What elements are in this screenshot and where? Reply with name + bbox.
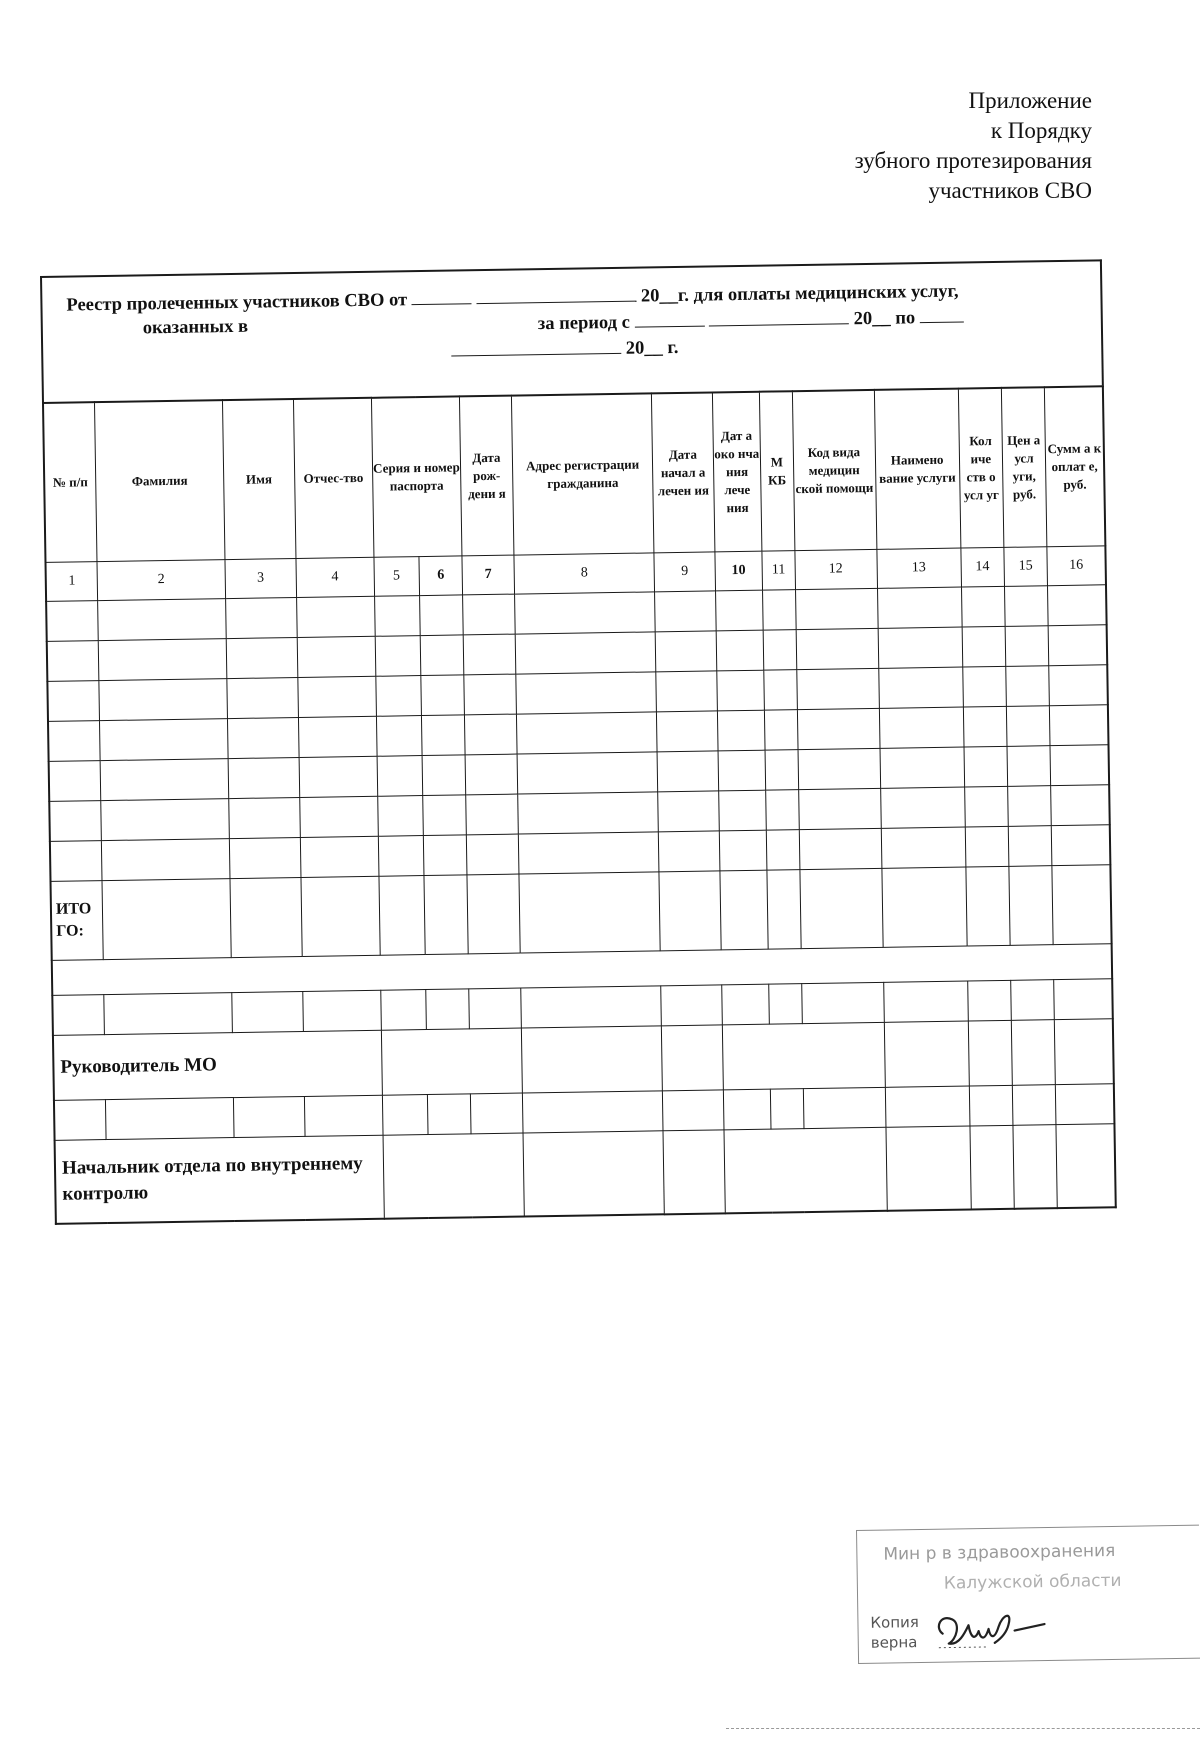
year-suffix-2: 20__ bbox=[853, 308, 891, 330]
table-cell[interactable] bbox=[880, 747, 965, 788]
table-cell[interactable] bbox=[378, 836, 424, 877]
col-number: 4 bbox=[296, 557, 374, 597]
stamp-region-text: Калужской области bbox=[943, 1570, 1122, 1594]
col-number: 6 bbox=[419, 556, 463, 596]
table-cell[interactable] bbox=[1052, 865, 1112, 945]
table-cell[interactable] bbox=[716, 670, 764, 711]
table-cell[interactable] bbox=[225, 598, 297, 639]
col-header-price: Цен а усл уги, руб. bbox=[1001, 387, 1047, 547]
table-cell[interactable] bbox=[466, 834, 518, 875]
table-cell[interactable] bbox=[228, 757, 300, 798]
table-cell[interactable] bbox=[881, 867, 966, 947]
table-cell[interactable] bbox=[962, 666, 1006, 707]
table-cell[interactable] bbox=[376, 716, 422, 757]
table-cell[interactable] bbox=[516, 672, 657, 714]
table-cell[interactable] bbox=[798, 788, 881, 829]
table-cell[interactable] bbox=[469, 988, 521, 1029]
table-cell[interactable] bbox=[797, 708, 880, 749]
table-cell[interactable] bbox=[765, 750, 798, 791]
table-cell[interactable] bbox=[655, 631, 716, 672]
table-cell[interactable] bbox=[424, 875, 468, 955]
col-header-patronymic: Отчес-тво bbox=[293, 398, 373, 559]
table-cell[interactable] bbox=[717, 710, 765, 751]
table-cell[interactable] bbox=[962, 626, 1006, 667]
table-cell[interactable] bbox=[655, 591, 716, 632]
table-cell[interactable] bbox=[471, 1093, 523, 1134]
col-number: 9 bbox=[654, 552, 715, 592]
form-title-line-2 bbox=[143, 317, 249, 340]
col-header-passport: Серия и номер паспорта bbox=[371, 396, 462, 557]
table-cell[interactable] bbox=[102, 839, 230, 881]
col-number: 2 bbox=[97, 560, 225, 601]
table-cell[interactable] bbox=[765, 710, 798, 751]
table-cell[interactable] bbox=[100, 759, 228, 801]
rendered-in-label: оказанных в bbox=[142, 316, 249, 339]
table-cell[interactable] bbox=[764, 670, 797, 711]
col-number: 5 bbox=[374, 557, 420, 597]
signature-cell[interactable] bbox=[381, 1028, 522, 1095]
year-suffix-1: 20__г. bbox=[640, 285, 690, 307]
table-cell[interactable] bbox=[663, 1090, 724, 1131]
table-cell[interactable] bbox=[227, 678, 299, 719]
table-cell[interactable] bbox=[1008, 826, 1052, 867]
table-cell[interactable] bbox=[47, 641, 99, 682]
table-cell[interactable] bbox=[226, 638, 298, 679]
table-cell[interactable] bbox=[463, 634, 515, 675]
table-cell[interactable] bbox=[421, 715, 465, 756]
table-cell[interactable] bbox=[304, 1095, 382, 1136]
table-cell[interactable] bbox=[102, 879, 231, 960]
table-cell[interactable] bbox=[379, 876, 426, 956]
table-cell[interactable] bbox=[878, 627, 963, 668]
table-cell[interactable] bbox=[515, 632, 656, 674]
table-cell[interactable] bbox=[716, 630, 764, 671]
table-cell[interactable] bbox=[880, 787, 965, 828]
table-cell[interactable] bbox=[298, 676, 376, 717]
period-from-month-blank[interactable] bbox=[709, 305, 849, 326]
table-cell[interactable] bbox=[465, 714, 517, 755]
table-cell[interactable] bbox=[377, 756, 423, 797]
table-cell[interactable] bbox=[104, 993, 232, 1035]
signature-cell[interactable] bbox=[1056, 1124, 1116, 1208]
table-cell[interactable] bbox=[657, 751, 718, 792]
table-cell[interactable] bbox=[421, 675, 465, 716]
table-cell[interactable] bbox=[967, 980, 1011, 1021]
table-cell[interactable] bbox=[763, 590, 796, 631]
period-to-label: по bbox=[895, 308, 916, 329]
table-cell[interactable] bbox=[300, 796, 378, 837]
table-cell[interactable] bbox=[518, 792, 659, 834]
table-cell[interactable] bbox=[419, 595, 463, 636]
table-cell[interactable] bbox=[298, 716, 376, 757]
signature-cell[interactable] bbox=[968, 1020, 1012, 1086]
table-cell[interactable] bbox=[715, 590, 763, 631]
table-cell[interactable] bbox=[769, 984, 802, 1025]
col-number: 7 bbox=[462, 555, 514, 595]
signature-cell[interactable] bbox=[383, 1133, 525, 1219]
table-cell[interactable] bbox=[463, 594, 515, 635]
table-cell[interactable] bbox=[52, 995, 104, 1036]
registry-title: Реестр пролеченных участников СВО от bbox=[66, 290, 408, 316]
col-header-service-name: Наимено вание услуги bbox=[874, 389, 961, 550]
table-cell[interactable] bbox=[766, 790, 799, 831]
table-cell[interactable] bbox=[464, 674, 516, 715]
table-cell[interactable] bbox=[878, 667, 963, 708]
table-cell[interactable] bbox=[963, 706, 1007, 747]
table-cell[interactable] bbox=[1012, 1085, 1056, 1126]
table-cell[interactable] bbox=[718, 750, 766, 791]
table-cell[interactable] bbox=[1050, 745, 1109, 786]
table-cell[interactable] bbox=[374, 596, 420, 637]
table-cell[interactable] bbox=[799, 828, 882, 869]
table-cell[interactable] bbox=[522, 1091, 663, 1133]
col-number: 16 bbox=[1047, 546, 1106, 586]
table-cell[interactable] bbox=[803, 1087, 886, 1128]
date-blank[interactable] bbox=[412, 285, 472, 305]
verified-label: верна bbox=[870, 1633, 918, 1652]
table-cell[interactable] bbox=[423, 835, 467, 876]
table-cell[interactable] bbox=[377, 796, 423, 837]
col-header-number: № п/п bbox=[43, 402, 97, 562]
table-cell[interactable] bbox=[467, 874, 520, 954]
col-header-icd: М КБ bbox=[760, 391, 795, 551]
table-cell[interactable] bbox=[296, 596, 374, 637]
table-cell[interactable] bbox=[877, 587, 962, 628]
col-number: 3 bbox=[225, 559, 297, 599]
signature-cell[interactable] bbox=[1013, 1125, 1057, 1209]
table-cell[interactable] bbox=[658, 791, 719, 832]
year-suffix-3: 20__ г. bbox=[625, 337, 679, 359]
table-cell[interactable] bbox=[99, 679, 227, 721]
table-cell[interactable] bbox=[763, 630, 796, 671]
col-number: 12 bbox=[794, 549, 877, 589]
table-cell[interactable] bbox=[661, 985, 722, 1026]
table-cell[interactable] bbox=[228, 797, 300, 838]
table-cell[interactable] bbox=[657, 711, 718, 752]
table-cell[interactable] bbox=[98, 599, 226, 641]
table-cell[interactable] bbox=[422, 755, 466, 796]
table-cell[interactable] bbox=[771, 1089, 804, 1130]
table-cell[interactable] bbox=[375, 636, 421, 677]
table-cell[interactable] bbox=[659, 831, 720, 872]
column-headers-row bbox=[43, 386, 1105, 562]
table-cell[interactable] bbox=[1006, 666, 1050, 707]
col-number: 15 bbox=[1004, 547, 1048, 587]
signature-cell[interactable] bbox=[662, 1025, 723, 1091]
page-edge-mark bbox=[726, 1728, 1200, 1729]
table-cell[interactable] bbox=[49, 761, 101, 802]
table-cell[interactable] bbox=[375, 676, 421, 717]
table-cell[interactable] bbox=[465, 754, 517, 795]
table-cell[interactable] bbox=[1006, 706, 1050, 747]
col-number: 10 bbox=[715, 551, 763, 591]
period-to-day-blank[interactable] bbox=[920, 303, 964, 323]
internal-control-label: Начальник отдела по внутреннему контролю bbox=[55, 1135, 384, 1224]
table-cell[interactable] bbox=[54, 1100, 106, 1141]
table-cell[interactable] bbox=[1048, 585, 1107, 626]
stamp-copy-label bbox=[870, 1612, 919, 1653]
table-cell[interactable] bbox=[233, 1096, 305, 1137]
table-cell[interactable] bbox=[966, 866, 1010, 946]
table-cell[interactable] bbox=[514, 592, 655, 634]
table-cell[interactable] bbox=[466, 794, 518, 835]
certification-stamp bbox=[856, 1525, 1200, 1664]
table-cell[interactable] bbox=[100, 719, 228, 761]
table-cell[interactable] bbox=[881, 827, 966, 868]
table-cell[interactable] bbox=[229, 837, 301, 878]
table-cell[interactable] bbox=[766, 830, 799, 871]
appendix-caption bbox=[855, 86, 1092, 206]
table-cell[interactable] bbox=[659, 871, 721, 951]
col-number: 14 bbox=[961, 547, 1005, 587]
table-cell[interactable] bbox=[521, 986, 662, 1028]
table-cell[interactable] bbox=[300, 836, 378, 877]
col-header-name: Имя bbox=[222, 399, 296, 560]
signature-cell[interactable] bbox=[523, 1131, 665, 1217]
table-cell[interactable] bbox=[799, 868, 882, 948]
table-cell[interactable] bbox=[721, 984, 769, 1025]
signature-cell[interactable] bbox=[724, 1127, 887, 1213]
table-cell[interactable] bbox=[1049, 665, 1108, 706]
month-blank[interactable] bbox=[476, 283, 636, 305]
table-cell[interactable] bbox=[1009, 866, 1053, 946]
appendix-line-4: участников СВО bbox=[928, 178, 1092, 203]
total-label: ИТО ГО: bbox=[51, 881, 104, 961]
table-cell[interactable] bbox=[961, 586, 1005, 627]
col-number: 13 bbox=[876, 548, 961, 588]
table-cell[interactable] bbox=[796, 628, 879, 669]
table-cell[interactable] bbox=[230, 877, 302, 957]
period-to-month-blank[interactable] bbox=[451, 335, 621, 357]
table-cell[interactable] bbox=[1055, 1084, 1114, 1125]
table-cell[interactable] bbox=[1011, 980, 1055, 1021]
table-cell[interactable] bbox=[426, 989, 470, 1030]
period-from-day-blank[interactable] bbox=[634, 308, 704, 328]
registry-table bbox=[42, 385, 1117, 1225]
signature-cell[interactable] bbox=[884, 1021, 969, 1087]
appendix-line-2: к Порядку bbox=[990, 118, 1092, 143]
table-cell[interactable] bbox=[227, 717, 299, 758]
table-cell[interactable] bbox=[297, 636, 375, 677]
col-header-end-date: Дат а око нча ния лече ния bbox=[712, 392, 762, 552]
signature-cell[interactable] bbox=[722, 1022, 885, 1090]
col-header-address: Адрес регистрации гражданина bbox=[511, 393, 654, 555]
table-cell[interactable] bbox=[299, 756, 377, 797]
signature-cell[interactable] bbox=[663, 1130, 725, 1214]
table-cell[interactable] bbox=[380, 990, 426, 1031]
table-cell[interactable] bbox=[1004, 586, 1048, 627]
table-cell[interactable] bbox=[719, 830, 767, 871]
form-header bbox=[40, 259, 1104, 402]
copy-label: Копия bbox=[870, 1613, 920, 1632]
table-cell[interactable] bbox=[723, 1089, 771, 1130]
table-cell[interactable] bbox=[101, 799, 229, 841]
table-cell[interactable] bbox=[301, 876, 380, 956]
table-cell[interactable] bbox=[1049, 705, 1108, 746]
signature-cell[interactable] bbox=[1054, 1019, 1113, 1085]
table-cell[interactable] bbox=[516, 712, 657, 754]
signature-cell[interactable] bbox=[521, 1026, 662, 1093]
table-cell[interactable] bbox=[656, 671, 717, 712]
table-cell[interactable] bbox=[1048, 625, 1107, 666]
table-cell[interactable] bbox=[423, 795, 467, 836]
table-cell[interactable] bbox=[969, 1085, 1013, 1126]
table-cell[interactable] bbox=[879, 707, 964, 748]
table-cell[interactable] bbox=[1051, 785, 1110, 826]
table-cell[interactable] bbox=[801, 982, 884, 1023]
appendix-line-3: зубного протезирования bbox=[854, 148, 1092, 173]
table-cell[interactable] bbox=[720, 870, 769, 950]
table-cell[interactable] bbox=[517, 752, 658, 794]
col-header-quantity: Кол иче ств о усл уг bbox=[958, 388, 1004, 548]
table-cell[interactable] bbox=[99, 639, 227, 681]
table-cell[interactable] bbox=[48, 721, 100, 762]
signature-cell[interactable] bbox=[886, 1126, 971, 1211]
table-cell[interactable] bbox=[1005, 626, 1049, 667]
head-mo-label: Руководитель МО bbox=[53, 1030, 382, 1100]
col-number: 1 bbox=[46, 562, 98, 602]
col-header-amount: Сумм а к оплат е, руб. bbox=[1044, 386, 1105, 546]
table-cell[interactable] bbox=[796, 668, 879, 709]
handwritten-signature bbox=[928, 1602, 1049, 1656]
table-cell[interactable] bbox=[1007, 746, 1051, 787]
stamp-ministry-text: Мин р в здравоохранения bbox=[883, 1540, 1116, 1565]
table-cell[interactable] bbox=[427, 1094, 471, 1135]
table-cell[interactable] bbox=[382, 1095, 428, 1136]
table-cell[interactable] bbox=[885, 1086, 970, 1127]
table-cell[interactable] bbox=[795, 588, 878, 629]
table-cell[interactable] bbox=[106, 1098, 234, 1140]
table-cell[interactable] bbox=[518, 832, 659, 874]
col-header-care-type-code: Код вида медицин ской помощи bbox=[792, 390, 877, 551]
period-from-label: за период с bbox=[537, 312, 631, 335]
table-cell[interactable] bbox=[519, 872, 661, 953]
col-number: 8 bbox=[514, 553, 655, 594]
col-header-birth-date: Дата рож-дени я bbox=[460, 396, 514, 556]
table-cell[interactable] bbox=[965, 826, 1009, 867]
table-cell[interactable] bbox=[1051, 825, 1110, 866]
table-cell[interactable] bbox=[798, 748, 881, 789]
col-header-surname: Фамилия bbox=[95, 400, 225, 561]
form-title-period bbox=[538, 303, 964, 335]
table-cell[interactable] bbox=[767, 870, 801, 949]
table-cell[interactable] bbox=[47, 681, 99, 722]
table-cell[interactable] bbox=[231, 991, 303, 1032]
table-cell[interactable] bbox=[1054, 979, 1113, 1020]
form-title-period-end bbox=[451, 334, 679, 363]
table-cell[interactable] bbox=[1008, 786, 1052, 827]
table-cell[interactable] bbox=[718, 790, 766, 831]
col-number: 11 bbox=[762, 551, 795, 591]
signature-cell[interactable] bbox=[970, 1125, 1014, 1209]
table-cell[interactable] bbox=[964, 746, 1008, 787]
col-header-start-date: Дата начал а лечен ия bbox=[652, 392, 715, 552]
table-cell[interactable] bbox=[964, 786, 1008, 827]
table-cell[interactable] bbox=[883, 981, 968, 1022]
table-cell[interactable] bbox=[49, 801, 101, 842]
appendix-line-1: Приложение bbox=[968, 88, 1092, 113]
table-cell[interactable] bbox=[420, 635, 464, 676]
registry-form bbox=[40, 259, 1117, 1225]
purpose-text: для оплаты медицинских услуг, bbox=[693, 281, 959, 306]
table-cell[interactable] bbox=[46, 601, 98, 642]
table-cell[interactable] bbox=[50, 841, 102, 882]
signature-cell[interactable] bbox=[1011, 1020, 1055, 1086]
table-cell[interactable] bbox=[303, 990, 381, 1031]
signature-row-internal-control bbox=[55, 1124, 1116, 1224]
